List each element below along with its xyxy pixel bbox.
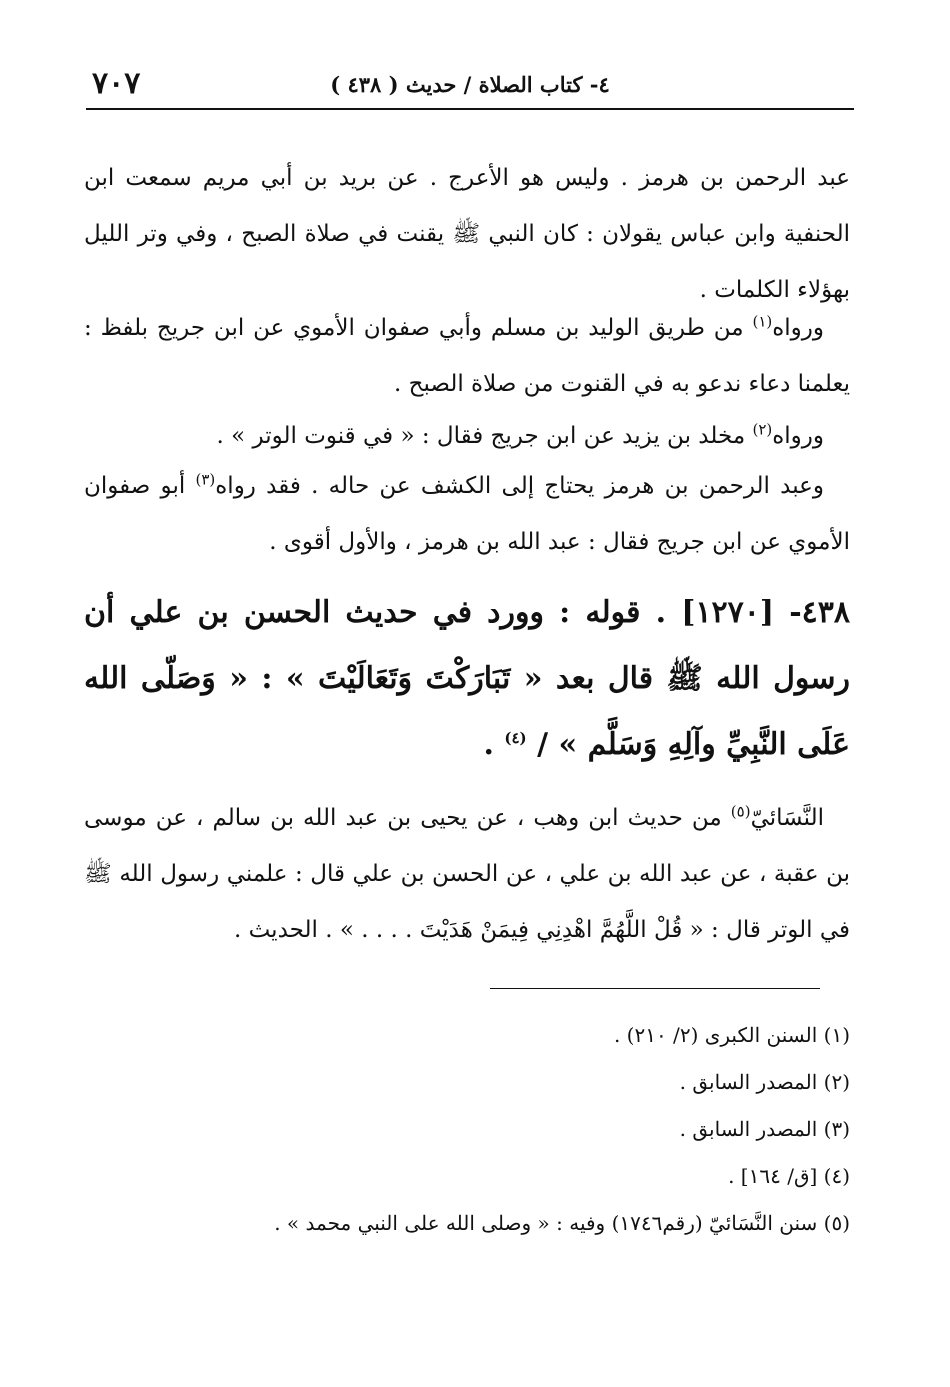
footnote-ref[interactable]: (١) <box>752 312 773 331</box>
paragraph-text: عبد الرحمن بن هرمز . وليس هو الأعرج . عن بريد بن أبي مريم سمعت ابن الحنفية وابن عباس يقولان : كان النبي ﷺ يقنت في صلاة الصبح ، وفي وتر الليل بهؤلاء الكلمات . <box>84 165 850 303</box>
hadith-heading <box>84 580 850 778</box>
page-header <box>86 62 854 110</box>
footnote-number: (٣) <box>823 1117 850 1141</box>
footnote-text: سنن النَّسَائيّ (رقم١٧٤٦) وفيه : « وصلى الله على النبي محمد » . <box>274 1211 818 1235</box>
paragraph-4 <box>84 458 850 570</box>
footnote-number: (١) <box>823 1023 850 1047</box>
running-title: ٤- كتاب الصلاة / حديث ( ٤٣٨ ) <box>330 72 610 97</box>
footnote-item <box>84 1200 850 1247</box>
page-number: ٧٠٧ <box>92 66 141 101</box>
paragraph-text: من طريق الوليد بن مسلم وأبي صفوان الأموي عن ابن جريج بلفظ : يعلمنا دعاء ندعو به في القنوت من صلاة الصبح . <box>84 315 850 397</box>
paragraph-text: أبو صفوان الأموي عن ابن جريج فقال : عبد الله بن هرمز ، والأول أقوى . <box>84 473 850 555</box>
footnote-ref[interactable]: (٢) <box>752 420 773 439</box>
hadith-heading-end: . <box>483 727 505 762</box>
paragraph-1 <box>84 150 850 318</box>
paragraph-text: وعبد الرحمن بن هرمز يحتاج إلى الكشف عن حاله . فقد رواه <box>215 473 824 499</box>
footnote-ref[interactable]: (٥) <box>730 802 751 821</box>
paragraph-text: النَّسَائيّ <box>750 805 824 831</box>
footnote-item <box>84 1153 850 1200</box>
footnote-item <box>84 1106 850 1153</box>
footnote-number: (٢) <box>823 1070 850 1094</box>
nasai-paragraph <box>84 790 850 958</box>
footnote-item <box>84 1059 850 1106</box>
paragraph-text: مخلد بن يزيد عن ابن جريج فقال : « في قنوت الوتر » . <box>216 423 753 449</box>
footnote-separator <box>490 988 820 989</box>
paragraph-3 <box>84 408 850 464</box>
footnote-ref[interactable]: (٣) <box>195 470 216 489</box>
paragraph-2 <box>84 300 850 412</box>
footnote-text: المصدر السابق . <box>679 1117 818 1141</box>
footnote-number: (٥) <box>823 1211 850 1235</box>
footnote-text: المصدر السابق . <box>679 1070 818 1094</box>
footnote-item <box>84 1012 850 1059</box>
footnotes-list <box>84 1012 850 1247</box>
footnote-ref[interactable]: (٤) <box>504 729 527 747</box>
paragraph-text: ورواه <box>772 315 824 341</box>
hadith-heading-text: ٤٣٨- [١٢٧٠] . قوله : وورد في حديث الحسن بن علي أن رسول الله ﷺ قال بعد « تَبَارَكْتَ وَتَعَالَيْتَ » : « وَصَلّى الله عَلَى النَّبِيِّ وآلِهِ وَسَلَّم » / <box>84 595 850 762</box>
footnote-number: (٤) <box>823 1164 850 1188</box>
paragraph-text: ورواه <box>772 423 824 449</box>
footnote-text: [ق/ ١٦٤] . <box>728 1164 818 1188</box>
paragraph-text: من حديث ابن وهب ، عن يحيى بن عبد الله بن سالم ، عن موسى بن عقبة ، عن عبد الله بن علي ، عن الحسن بن علي قال : علمني رسول الله ﷺ في الوتر قال : « قُلْ اللَّهُمَّ اهْدِنِي فِيمَنْ هَدَيْتَ . . . . » . الحديث . <box>84 805 850 943</box>
footnote-text: السنن الكبرى (٢/ ٢١٠) . <box>613 1023 818 1047</box>
